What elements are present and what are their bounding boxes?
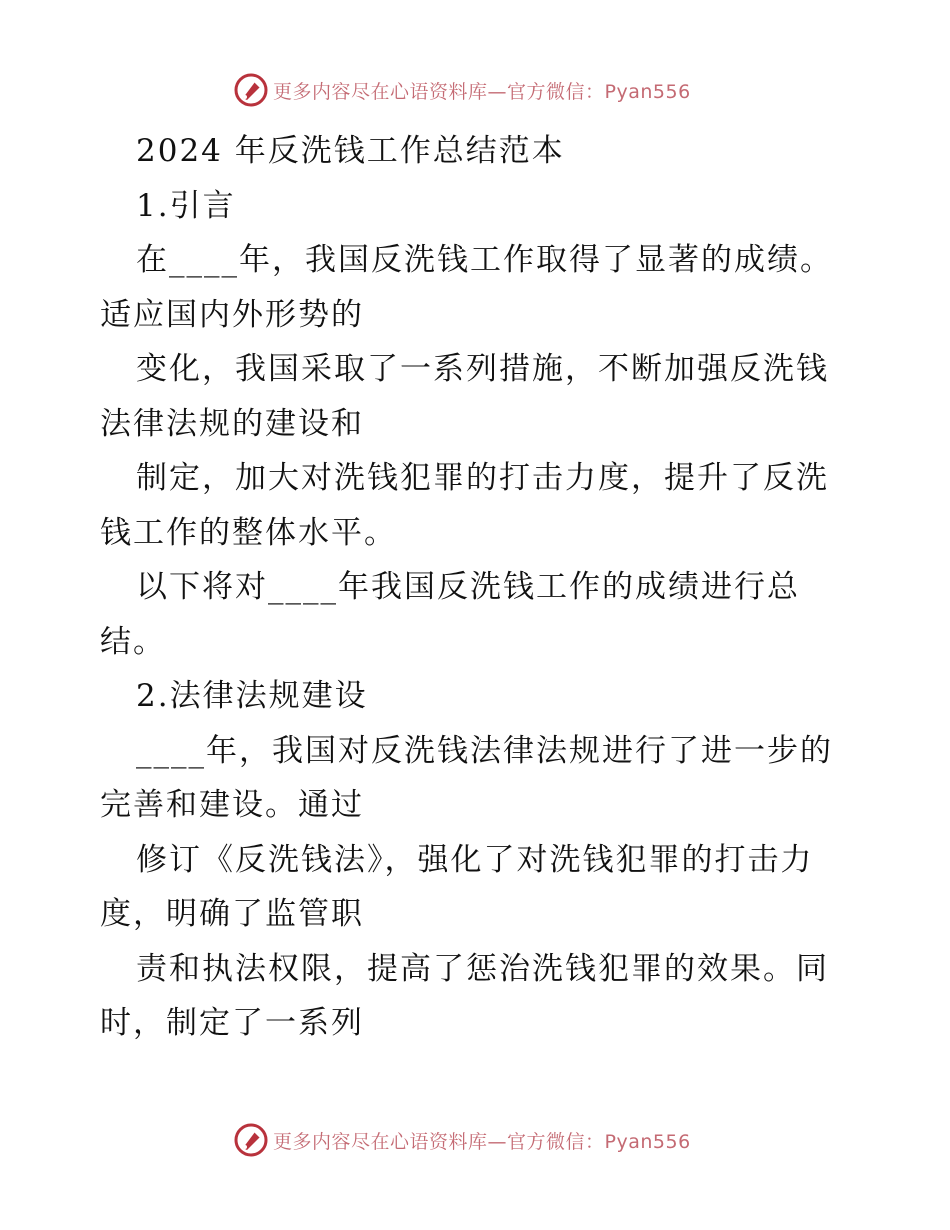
text-line: 在____年，我国反洗钱工作取得了显著的成绩。 [136,242,833,278]
text-line: 以下将对____年我国反洗钱工作的成绩进行总 [136,569,800,605]
text-line: 完善和建设。通过 [100,787,364,823]
text-line: 责和执法权限，提高了惩治洗钱犯罪的效果。同 [136,950,829,987]
text-line: 钱工作的整体水平。 [100,514,397,551]
section-heading: 1.引言 [136,187,236,224]
pen-nib-logo-icon [233,1122,269,1158]
document-body [100,124,860,1051]
text-line: 时，制定了一系列 [100,1005,364,1041]
text-line: 修订《反洗钱法》，强化了对洗钱犯罪的打击力 [136,841,814,878]
text-line: 制定，加大对洗钱犯罪的打击力度，提升了反洗 [136,460,829,496]
document-title: 2024 年反洗钱工作总结范本 [136,133,565,169]
banner-text: 更多内容尽在心语资料库—官方微信：Pyan556 [273,80,691,103]
footer-banner [233,1120,691,1160]
text-line: 度，明确了监管职 [100,896,364,932]
text-line: 法律法规的建设和 [100,405,364,442]
section-heading: 2.法律法规建设 [136,678,368,714]
text-line: ____年，我国对反洗钱法律法规进行了进一步的 [136,732,833,769]
text-line: 变化，我国采取了一系列措施，不断加强反洗钱 [136,351,829,387]
pen-nib-logo-icon [233,72,269,108]
banner-text: 更多内容尽在心语资料库—官方微信：Pyan556 [273,1130,691,1153]
text-line: 结。 [100,623,166,660]
text-line: 适应国内外形势的 [100,296,364,333]
header-banner [233,70,691,110]
